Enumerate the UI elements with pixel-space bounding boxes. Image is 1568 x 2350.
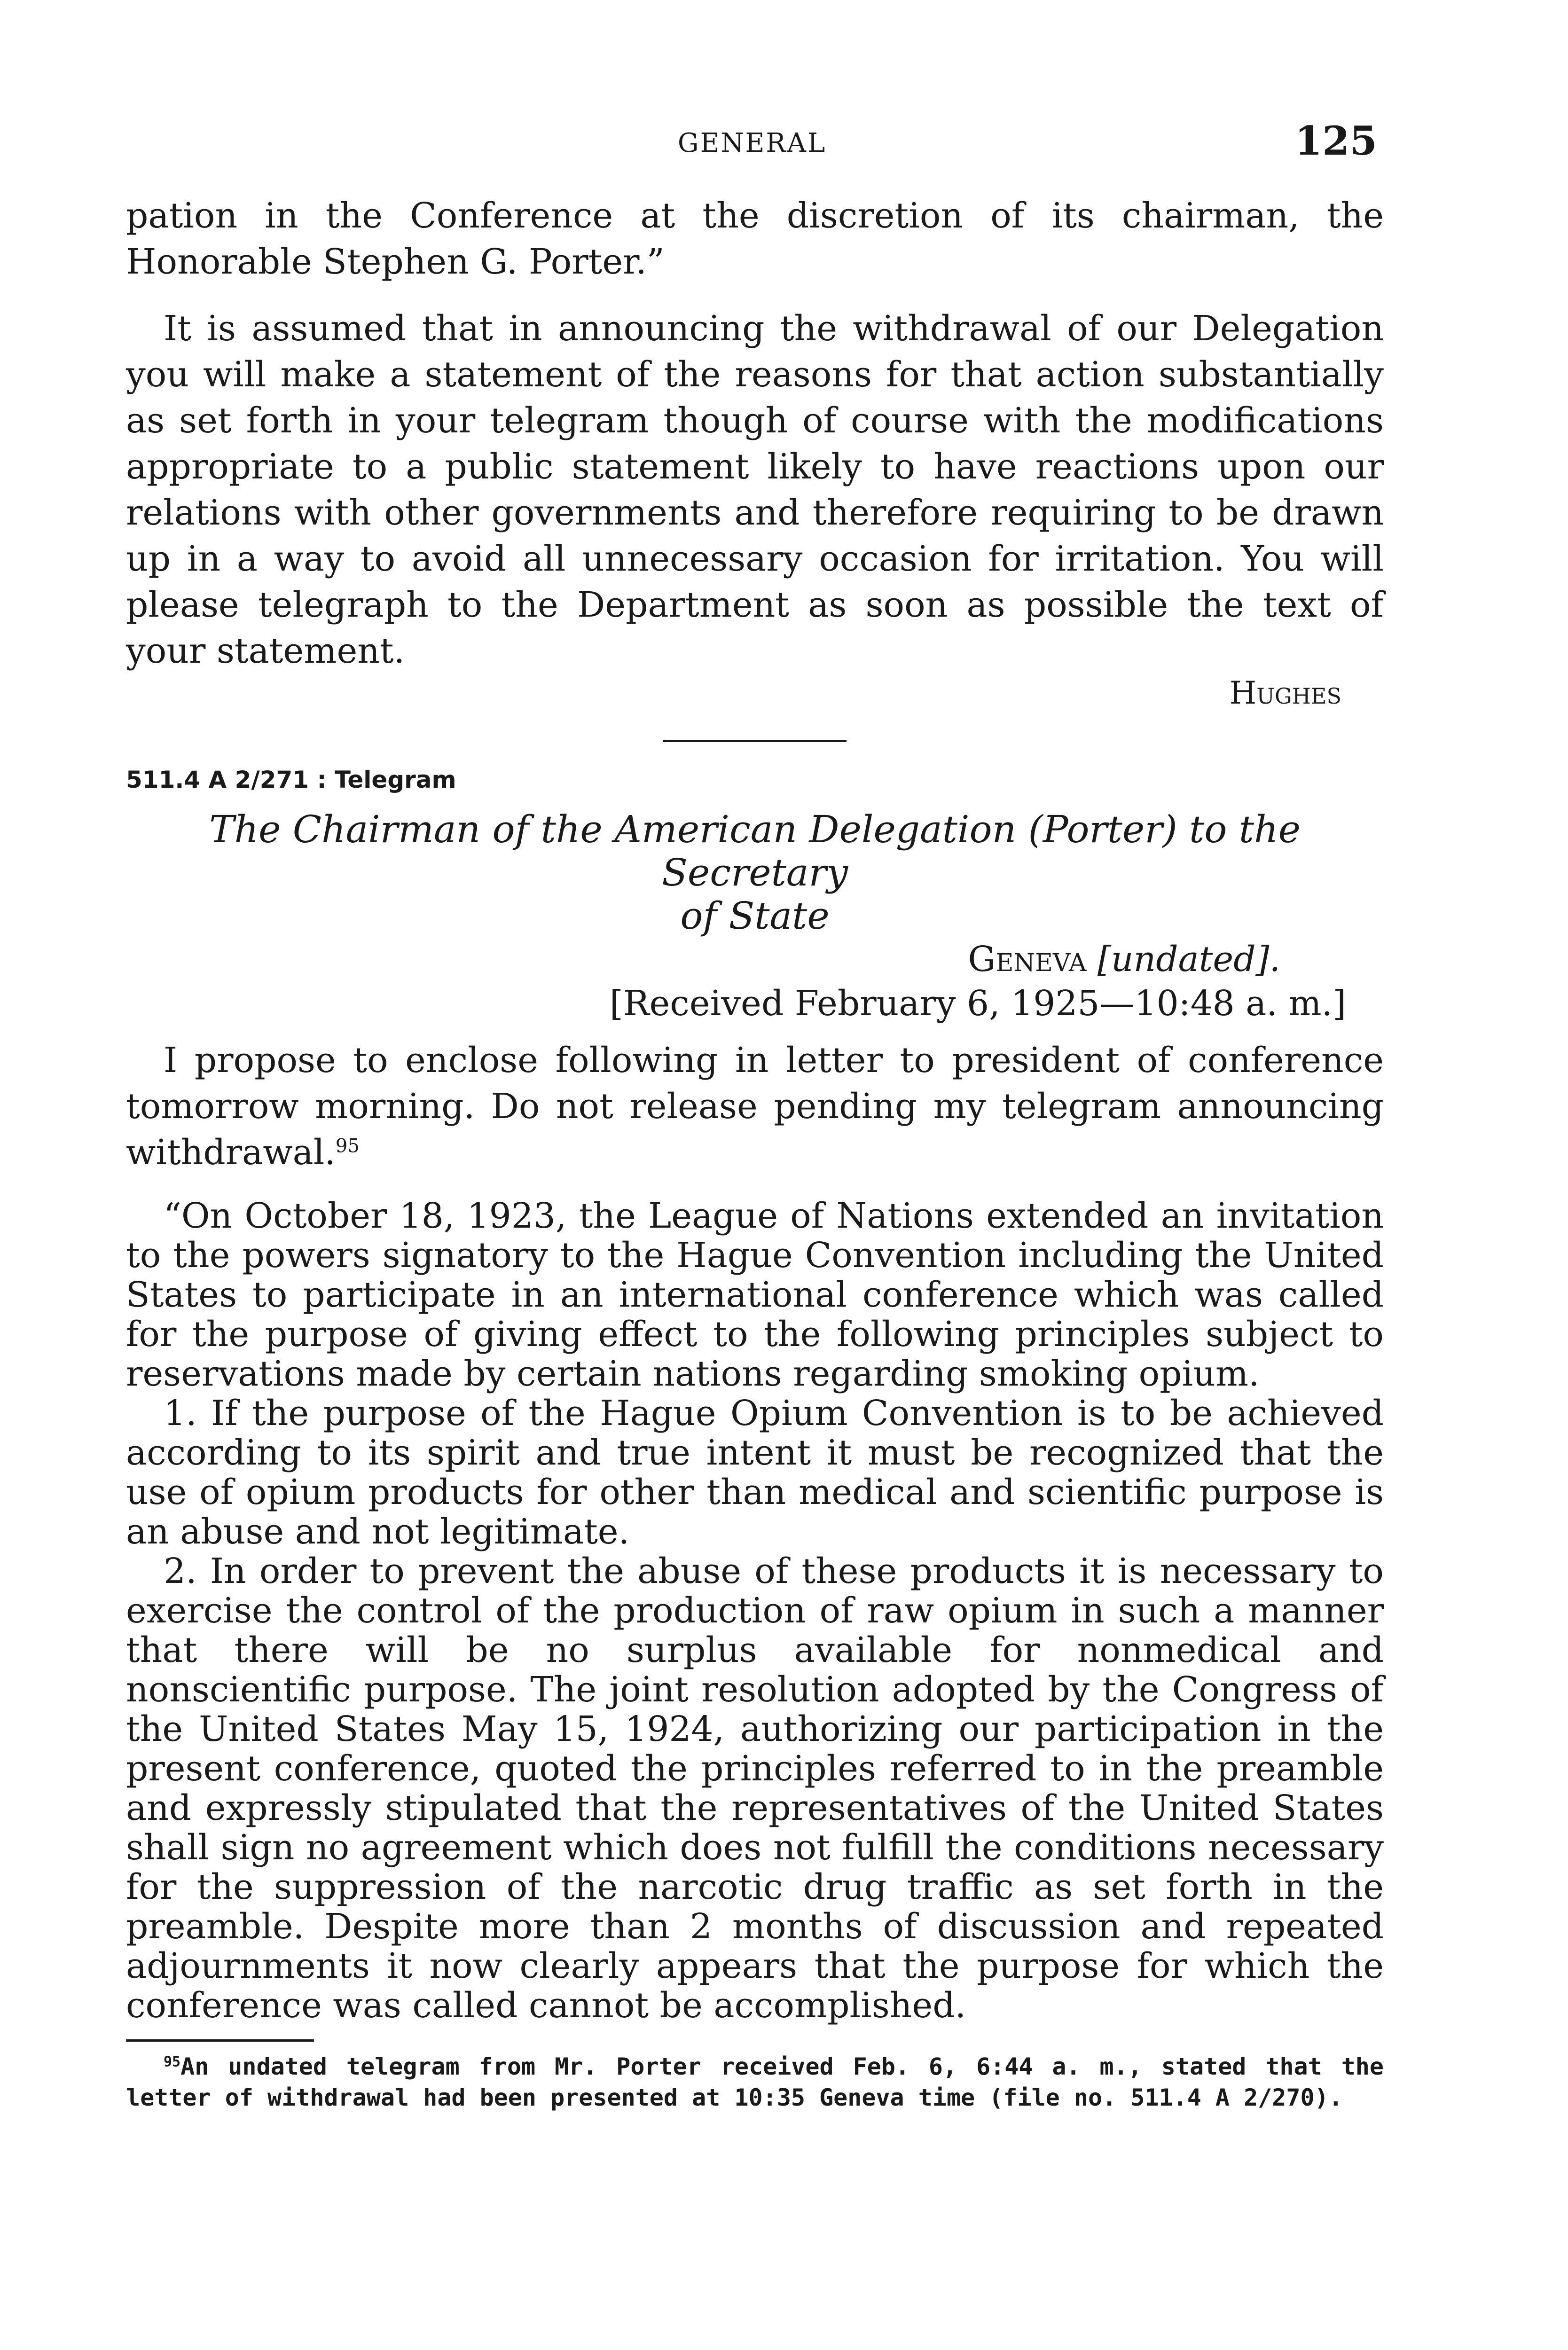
heading-line-2: of State — [680, 894, 830, 938]
paragraph-proposal-text: I propose to enclose following in letter to president of conference tomorrow morning. Do not release pending my telegram announcing withdrawal. — [126, 1040, 1384, 1173]
signature: Hughes — [1229, 675, 1341, 711]
main-text — [126, 193, 1384, 2113]
paragraph-principle-2: 2. In order to prevent the abuse of these products it is necessary to exercise the control of the production of raw opium in such a manner that there will be no surplus available for nonmedical and nonscientific purpose. The joint resolution adopted by the Congress of the United States May 15, 1924, authorizing our participation in the present conference, quoted the principles referred to in the preamble and expressly stipulated that the representatives of the United States shall sign no agreement which does not fulfill the conditions necessary for the suppression of the narcotic drug traffic as set forth in the preamble. Despite more than 2 months of discussion and repeated adjournments it now clearly appears that the purpose for which the conference was called cannot be accomplished. — [126, 1551, 1384, 2026]
paragraph-proposal — [126, 1037, 1384, 1175]
received-line: [Received February 6, 1925—10:48 a. m.] — [609, 983, 1346, 1024]
footnote-text: An undated telegram from Mr. Porter received Feb. 6, 6:44 a. m., stated that the letter of withdrawal had been presented at 10:35 Geneva time (file no. 511.4 A 2/270). — [126, 2053, 1384, 2111]
file-reference: 511.4 A 2/271 : Telegram — [126, 766, 456, 793]
place-name: Geneva — [968, 939, 1087, 979]
section-divider — [663, 740, 847, 742]
dateline — [126, 938, 1384, 981]
page-number: 125 — [1294, 118, 1377, 164]
heading-line-1: The Chairman of the American Delegation (Porter) to the Secretary — [209, 807, 1301, 894]
place-note: [undated]. — [1098, 939, 1280, 979]
running-title: GENERAL — [677, 128, 827, 158]
footnote-mark: 95 — [164, 2053, 181, 2070]
paragraph-instruction: It is assumed that in announcing the withdrawal of our Delegation you will make a statement of the reasons for that action substantially as set forth in your telegram though of course with the modifications appropriate to a public statement likely to have reactions upon our relations with other governments and therefore requiring to be drawn up in a way to avoid all unnecessary occasion for irritation. You will please telegraph to the Department as soon as possible the text of your statement. — [126, 308, 1384, 671]
running-head — [127, 118, 1377, 169]
paragraph-principle-1: 1. If the purpose of the Hague Opium Convention is to be achieved according to its spirit and true intent it must be recognized that the use of opium products for other than medical and scientific purpose is an abuse and not legitimate. — [126, 1393, 1384, 1552]
paragraph-continuation: pation in the Conference at the discretion of its chairman, the Honorable Stephen G. Porter.” — [126, 196, 1384, 282]
footnote-divider — [126, 2039, 314, 2042]
document-heading — [126, 808, 1384, 938]
paragraph-letter-intro: “On October 18, 1923, the League of Nations extended an invitation to the powers signatory to the Hague Convention including the United States to participate in an international conference which was called for the purpose of giving effect to the following principles subject to reservations made by certain nations regarding smoking opium. — [126, 1196, 1384, 1394]
footnote — [126, 2051, 1384, 2113]
footnote-reference: 95 — [335, 1135, 360, 1157]
